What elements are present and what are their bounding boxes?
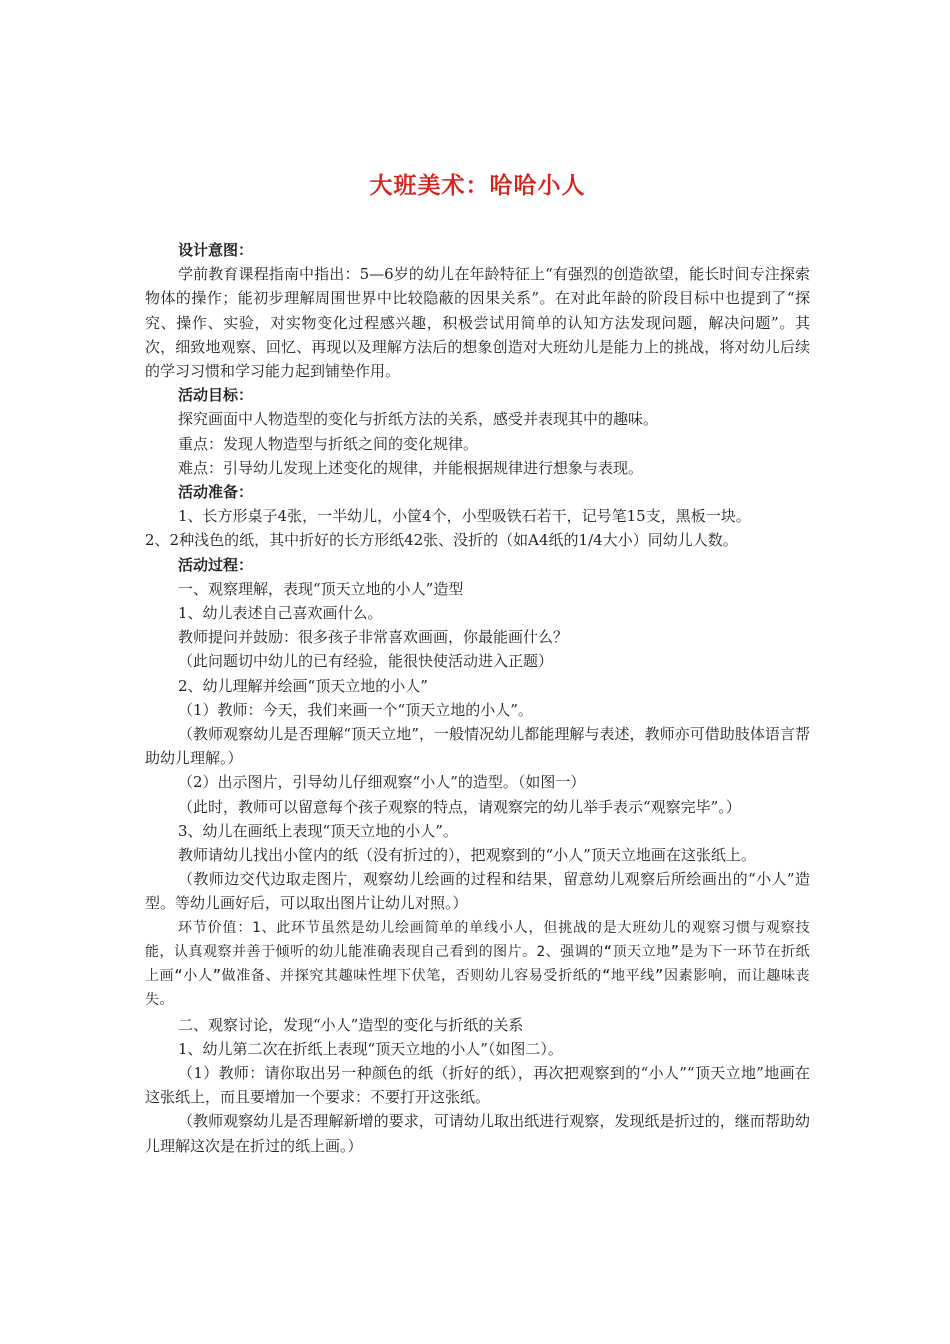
document-title: 大班美术：哈哈小人 bbox=[369, 173, 586, 199]
paragraph: 教师提问并鼓励：很多孩子非常喜欢画画，你最能画什么？ bbox=[178, 628, 569, 647]
paragraph: 教师请幼儿找出小筐内的纸（没有折过的），把观察到的“小人”顶天立地画在这张纸上。 bbox=[178, 846, 756, 865]
paragraph: 3、幼儿在画纸上表现“顶天立地的小人”。 bbox=[178, 821, 458, 840]
paragraph: 学前教育课程指南中指出：5—6岁的幼儿在年龄特征上“有强烈的创造欲望，能长时间专注探索物体的操作；能初步理解周围世界中比较隐蔽的因果关系”。在对此年龄的阶段目标中也提到了“探究、操作、实验，对实物变化过程感兴趣，积极尝试用简单的认知方法发现问题，解决问题”。其次，细致地观察、回忆、再现以及理解方法后的想象创造对大班幼儿是能力上的挑战，将对幼儿后续的学习习惯和学习能力起到铺垫作用。 bbox=[145, 265, 810, 381]
paragraph: 探究画面中人物造型的变化与折纸方法的关系，感受并表现其中的趣味。 bbox=[178, 410, 659, 429]
section-heading: 活动目标： bbox=[178, 386, 254, 405]
paragraph: 二、观察讨论，发现“小人”造型的变化与折纸的关系 bbox=[178, 1015, 524, 1034]
paragraph: （2）出示图片，引导幼儿仔细观察“小人”的造型。（如图一） bbox=[178, 773, 586, 792]
paragraph: （1）教师：今天，我们来画一个“顶天立地的小人”。 bbox=[178, 700, 533, 719]
paragraph: 重点：发现人物造型与折纸之间的变化规律。 bbox=[178, 434, 479, 453]
paragraph: （教师观察幼儿是否理解新增的要求，可请幼儿取出纸进行观察，发现纸是折过的，继而帮助幼儿理解这次是在折过的纸上画。） bbox=[145, 1112, 810, 1155]
document-body bbox=[145, 238, 810, 1158]
paragraph: 一、观察理解，表现“顶天立地的小人”造型 bbox=[178, 579, 464, 598]
paragraph: 2、2种浅色的纸，其中折好的长方形纸42张、没折的（如A4纸的1/4大小）同幼儿人数。 bbox=[145, 531, 738, 550]
paragraph: （此问题切中幼儿的已有经验，能很快使活动进入正题） bbox=[178, 652, 554, 671]
paragraph: 难点：引导幼儿发现上述变化的规律，并能根据规律进行想象与表现。 bbox=[178, 458, 644, 477]
paragraph: （教师观察幼儿是否理解“顶天立地”，一般情况幼儿都能理解与表述，教师亦可借助肢体语言帮助幼儿理解。） bbox=[145, 725, 810, 768]
section-heading: 活动过程： bbox=[178, 555, 254, 574]
section-heading: 设计意图： bbox=[178, 241, 254, 259]
section-heading: 活动准备： bbox=[178, 483, 254, 502]
paragraph: 2、幼儿理解并绘画“顶天立地的小人” bbox=[178, 676, 428, 695]
paragraph: （1）教师：请你取出另一种颜色的纸（折好的纸），再次把观察到的“小人”“顶天立地”地画在这张纸上，而且要增加一个要求：不要打开这张纸。 bbox=[145, 1063, 810, 1107]
document-page bbox=[145, 168, 810, 1158]
paragraph: 1、幼儿表述自己喜欢画什么。 bbox=[178, 604, 383, 623]
paragraph: 环节价值：1、此环节虽然是幼儿绘画简单的单线小人，但挑战的是大班幼儿的观察习惯与观察技能，认真观察并善于倾听的幼儿能准确表现自己看到的图片。2、强调的“顶天立地”是为下一环节在折纸上画“小人”做准备、并探究其趣味性埋下伏笔，否则幼儿容易受折纸的“地平线”因素影响，而让趣味丧失。 bbox=[145, 919, 810, 1009]
paragraph: 1、长方形桌子4张，一半幼儿，小筐4个，小型吸铁石若干，记号笔15支，黑板一块。 bbox=[178, 507, 751, 526]
paragraph: 1、幼儿第二次在折纸上表现“顶天立地的小人”（如图二）。 bbox=[178, 1039, 563, 1058]
paragraph: （此时，教师可以留意每个孩子观察的特点，请观察完的幼儿举手表示“观察完毕”。） bbox=[178, 797, 741, 816]
paragraph: （教师边交代边取走图片，观察幼儿绘画的过程和结果，留意幼儿观察后所绘画出的“小人”造型。等幼儿画好后，可以取出图片让幼儿对照。） bbox=[145, 870, 810, 913]
